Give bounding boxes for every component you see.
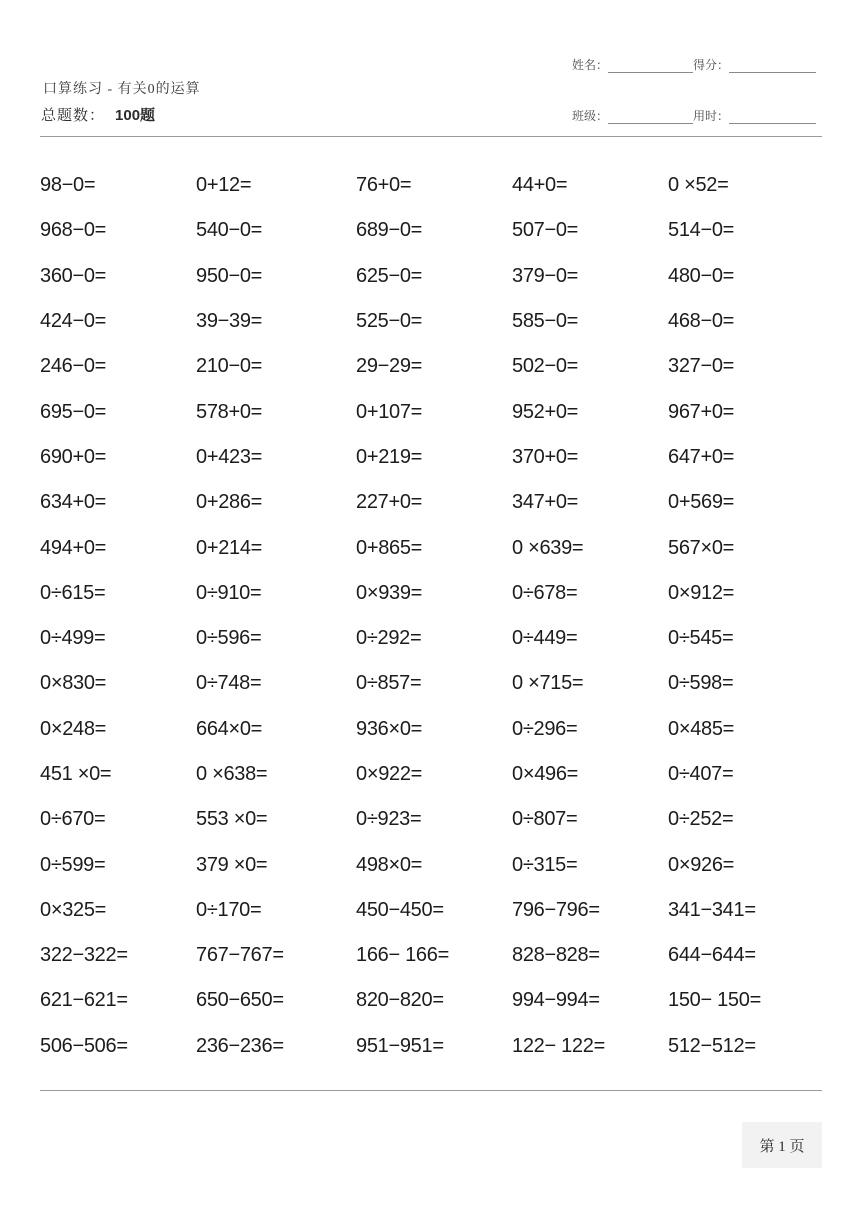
class-blank-line	[608, 110, 693, 124]
problem-cell: 0×912=	[668, 581, 735, 604]
time-label: 用时：	[693, 109, 730, 123]
problem-cell: 0÷252=	[668, 808, 734, 831]
page-number-badge: 第 1 页	[742, 1122, 822, 1168]
problem-cell: 122− 122=	[512, 1034, 605, 1057]
problem-cell: 0÷678=	[512, 581, 578, 604]
problem-cell: 553 ×0=	[196, 808, 268, 831]
problem-cell: 0÷748=	[196, 672, 262, 695]
problem-cell: 236−236=	[196, 1034, 284, 1057]
class-time-row	[572, 107, 822, 124]
name-blank-line	[608, 59, 693, 73]
problem-cell: 0÷598=	[668, 672, 734, 695]
problem-cell: 0+107=	[356, 400, 423, 423]
problem-cell: 0÷407=	[668, 763, 734, 785]
problem-cell: 0+286=	[196, 491, 263, 514]
worksheet-title: 口算练习 - 有关0的运算	[43, 82, 201, 97]
problem-cell: 0×325=	[40, 898, 107, 921]
problem-cell: 0 ×639=	[512, 536, 584, 559]
problem-cell: 0×485=	[668, 717, 735, 740]
problem-cell: 210−0=	[196, 355, 263, 378]
problem-cell: 0 ×715=	[512, 672, 584, 695]
score-blank-line	[729, 59, 816, 73]
problem-cell: 0+12=	[196, 174, 252, 197]
problem-cell: 0×496=	[512, 763, 579, 785]
problem-cell: 578+0=	[196, 400, 263, 423]
problem-cell: 468−0=	[668, 310, 735, 333]
problem-cell: 379−0=	[512, 264, 579, 287]
problem-cell: 0 ×52=	[668, 174, 729, 197]
problem-cell: 347+0=	[512, 491, 579, 514]
problem-cell: 625−0=	[356, 264, 423, 287]
problem-cell: 341−341=	[668, 898, 756, 921]
problem-cell: 695−0=	[40, 400, 107, 423]
problem-cell: 585−0=	[512, 310, 579, 333]
problem-cell: 0÷296=	[512, 717, 578, 740]
problem-cell: 968−0=	[40, 219, 107, 242]
problem-cell: 150− 150=	[668, 989, 761, 1012]
problem-cell: 525−0=	[356, 310, 423, 333]
time-blank-line	[729, 110, 816, 124]
problem-cell: 0+865=	[356, 536, 423, 559]
problem-cell: 952+0=	[512, 400, 579, 423]
problem-cell: 512−512=	[668, 1034, 756, 1057]
problem-cell: 621−621=	[40, 989, 128, 1012]
problem-cell: 514−0=	[668, 219, 735, 242]
problem-cell: 0+423=	[196, 445, 263, 468]
problem-cell: 424−0=	[40, 310, 107, 333]
problem-cell: 936×0=	[356, 717, 423, 740]
problem-cell: 0×922=	[356, 763, 423, 785]
problem-cell: 967+0=	[668, 400, 735, 423]
problem-cell: 0÷615=	[40, 581, 106, 604]
problem-cell: 0÷545=	[668, 627, 734, 650]
problem-cell: 0÷599=	[40, 853, 106, 876]
problem-cell: 828−828=	[512, 944, 600, 967]
problem-cell: 0÷807=	[512, 808, 578, 831]
problem-cell: 227+0=	[356, 491, 423, 514]
problem-cell: 0×939=	[356, 581, 423, 604]
problem-cell: 951−951=	[356, 1034, 444, 1057]
score-label: 得分：	[693, 58, 730, 72]
problem-cell: 820−820=	[356, 989, 444, 1012]
problem-cell: 0+569=	[668, 491, 735, 514]
problem-cell: 0÷170=	[196, 898, 262, 921]
problem-cell: 507−0=	[512, 219, 579, 242]
problem-cell: 647+0=	[668, 445, 735, 468]
problem-cell: 0÷670=	[40, 808, 106, 831]
problem-cell: 379 ×0=	[196, 853, 268, 876]
problem-cell: 796−796=	[512, 898, 600, 921]
problem-cell: 650−650=	[196, 989, 284, 1012]
problem-cell: 0÷910=	[196, 581, 262, 604]
problem-cell: 451 ×0=	[40, 763, 112, 785]
problem-cell: 39−39=	[196, 310, 263, 333]
name-score-row	[572, 56, 822, 73]
problem-cell: 0×830=	[40, 672, 107, 695]
problem-cell: 450−450=	[356, 898, 444, 921]
problem-cell: 644−644=	[668, 944, 756, 967]
problem-cell: 0÷596=	[196, 627, 262, 650]
class-label: 班级：	[572, 109, 609, 123]
total-count-value: 100题	[115, 107, 156, 124]
problem-cell: 567×0=	[668, 536, 735, 559]
problem-cell: 166− 166=	[356, 944, 449, 967]
problem-cell: 29−29=	[356, 355, 423, 378]
problem-cell: 664×0=	[196, 717, 263, 740]
total-count-label: 总题数：	[41, 108, 106, 124]
problem-cell: 322−322=	[40, 944, 128, 967]
problem-cell: 0÷315=	[512, 853, 578, 876]
problem-cell: 327−0=	[668, 355, 735, 378]
problem-cell: 689−0=	[356, 219, 423, 242]
problem-cell: 98−0=	[40, 174, 96, 197]
problem-cell: 0 ×638=	[196, 763, 268, 785]
problem-cell: 0+219=	[356, 445, 423, 468]
problem-cell: 480−0=	[668, 264, 735, 287]
footer-divider	[40, 1090, 822, 1091]
problem-cell: 44+0=	[512, 174, 568, 197]
problem-cell: 0÷857=	[356, 672, 422, 695]
problem-cell: 0÷449=	[512, 627, 578, 650]
problem-cell: 502−0=	[512, 355, 579, 378]
problem-cell: 498×0=	[356, 853, 423, 876]
problem-cell: 994−994=	[512, 989, 600, 1012]
header-divider	[40, 136, 822, 137]
problem-cell: 634+0=	[40, 491, 107, 514]
problem-cell: 370+0=	[512, 445, 579, 468]
problem-cell: 767−767=	[196, 944, 284, 967]
problem-cell: 360−0=	[40, 264, 107, 287]
name-label: 姓名：	[572, 58, 609, 72]
problem-cell: 950−0=	[196, 264, 263, 287]
problem-cell: 246−0=	[40, 355, 107, 378]
problem-cell: 0÷499=	[40, 627, 106, 650]
problem-cell: 0÷923=	[356, 808, 422, 831]
problem-cell: 690+0=	[40, 445, 107, 468]
problem-cell: 540−0=	[196, 219, 263, 242]
total-count-line	[41, 104, 155, 125]
problem-cell: 494+0=	[40, 536, 107, 559]
problems-grid	[40, 163, 822, 1069]
problem-cell: 76+0=	[356, 174, 412, 197]
problem-cell: 506−506=	[40, 1034, 128, 1057]
problem-cell: 0÷292=	[356, 627, 422, 650]
problem-cell: 0×248=	[40, 717, 107, 740]
problem-cell: 0+214=	[196, 536, 263, 559]
problem-cell: 0×926=	[668, 853, 735, 876]
